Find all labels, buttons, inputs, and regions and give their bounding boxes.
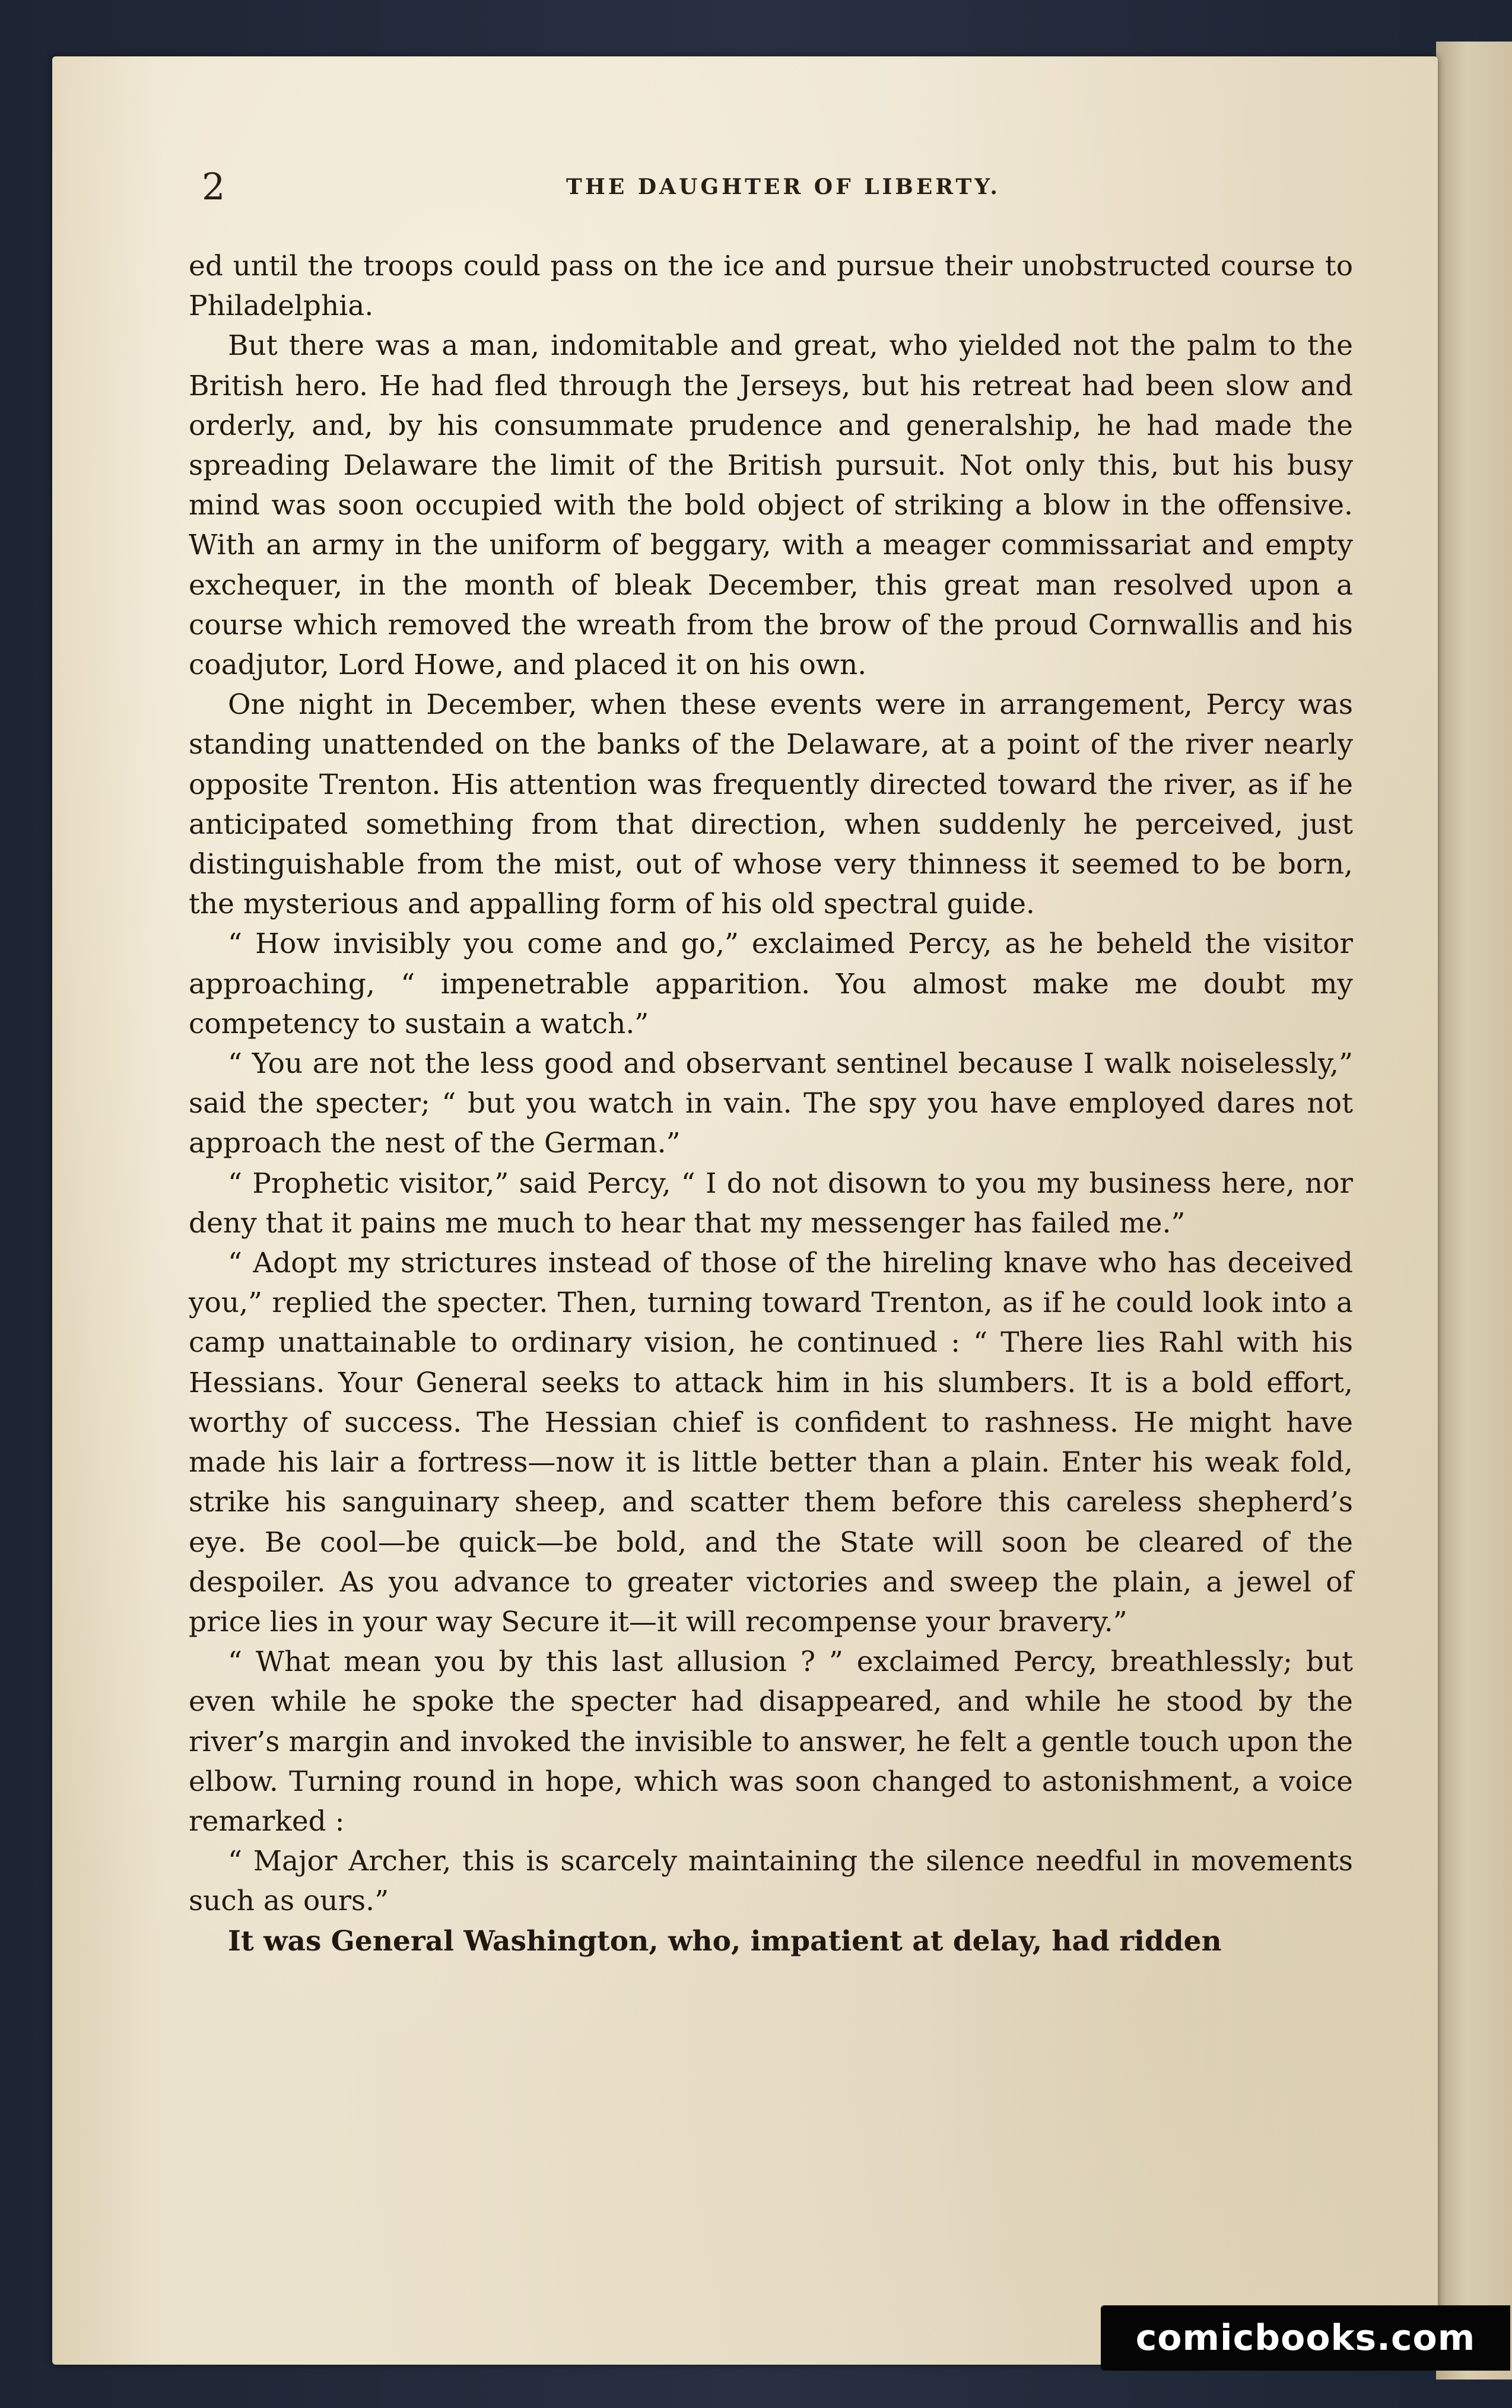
paragraph-2: But there was a man, indomitable and great, who yielded not the palm to the British hero. He had fled through the Jerseys, but his retreat had been slow and orderly, and, by his consummate prudence and generalship, he had made the spreading Delaware the limit of the British pursuit. Not only this, but his busy mind was soon occupied with the bold object of striking a blow in the offensive. With an army in the uniform of beggary, with a meager commissariat and empty exchequer, in the month of bleak December, this great man resolved upon a course which removed the wreath from the brow of the proud Cornwallis and his coadjutor, Lord Howe, and placed it on his own. (189, 329, 1353, 682)
paragraph-10: It was General Washington, who, impatient at delay, had ridden (228, 1924, 1222, 1958)
paragraph-8: “ What mean you by this last allusion ? ” exclaimed Percy, breathlessly; but even while he spoke the specter had disappeared, and while he stood by the river’s margin and invoked the invisible to answer, he felt a gentle touch upon the elbow. Turning round in hope, which was soon changed to astonishment, a voice remarked : (189, 1645, 1353, 1838)
paragraph-6: “ Prophetic visitor,” said Percy, “ I do not disown to you my business here, nor deny that it pains me much to hear that my messenger has failed me.” (189, 1167, 1353, 1240)
paragraph-1: ed until the troops could pass on the ice and pursue their unobstructed course to Philadelphia. (189, 250, 1353, 323)
paragraph-9: “ Major Archer, this is scarcely maintaining the silence needful in movements such as ours.” (189, 1845, 1353, 1918)
watermark-logo: comicbooks.com (1101, 2305, 1510, 2371)
running-title: THE DAUGHTER OF LIBERTY. (566, 174, 1000, 199)
paragraph-7: “ Adopt my strictures instead of those of the hireling knave who has deceived you,” replied the specter. Then, turning toward Trenton, as if he could look into a camp unattainable to ordinary vision, he continued : “ There lies Rahl with his Hessians. Your General seeks to attack him in his slumbers. It is a bold effort, worthy of success. The Hessian chief is confident to rashness. He might have made his lair a fortress—now it is little better than a plain. Enter his weak fold, strike his sanguinary sheep, and scatter them before this careless shepherd’s eye. Be cool—be quick—be bold, and the State will soon be cleared of the despoiler. As you advance to greater victories and sweep the plain, a jewel of price lies in your way Secure it—it will recompense your bravery.” (189, 1247, 1353, 1638)
body-text (189, 246, 1353, 1961)
paragraph-4: “ How invisibly you come and go,” exclaimed Percy, as he beheld the visitor approaching, “ impenetrable apparition. You almost make me doubt my competency to sustain a watch.” (189, 927, 1353, 1040)
paragraph-3: One night in December, when these events were in arrangement, Percy was standing unattended on the banks of the Delaware, at a point of the river nearly opposite Trenton. His attention was frequently directed toward the river, as if he anticipated something from that direction, when suddenly he perceived, just distinguishable from the mist, out of whose very thinness it seemed to be born, the mysterious and appalling form of his old spectral guide. (189, 688, 1353, 921)
page-number: 2 (202, 165, 225, 208)
paragraph-5: “ You are not the less good and observant sentinel because I walk noiselessly,” said the specter; “ but you watch in vain. The spy you have employed dares not approach the nest of the German.” (189, 1047, 1353, 1160)
next-page-edge (1436, 42, 1512, 2380)
page-header (202, 160, 1365, 214)
